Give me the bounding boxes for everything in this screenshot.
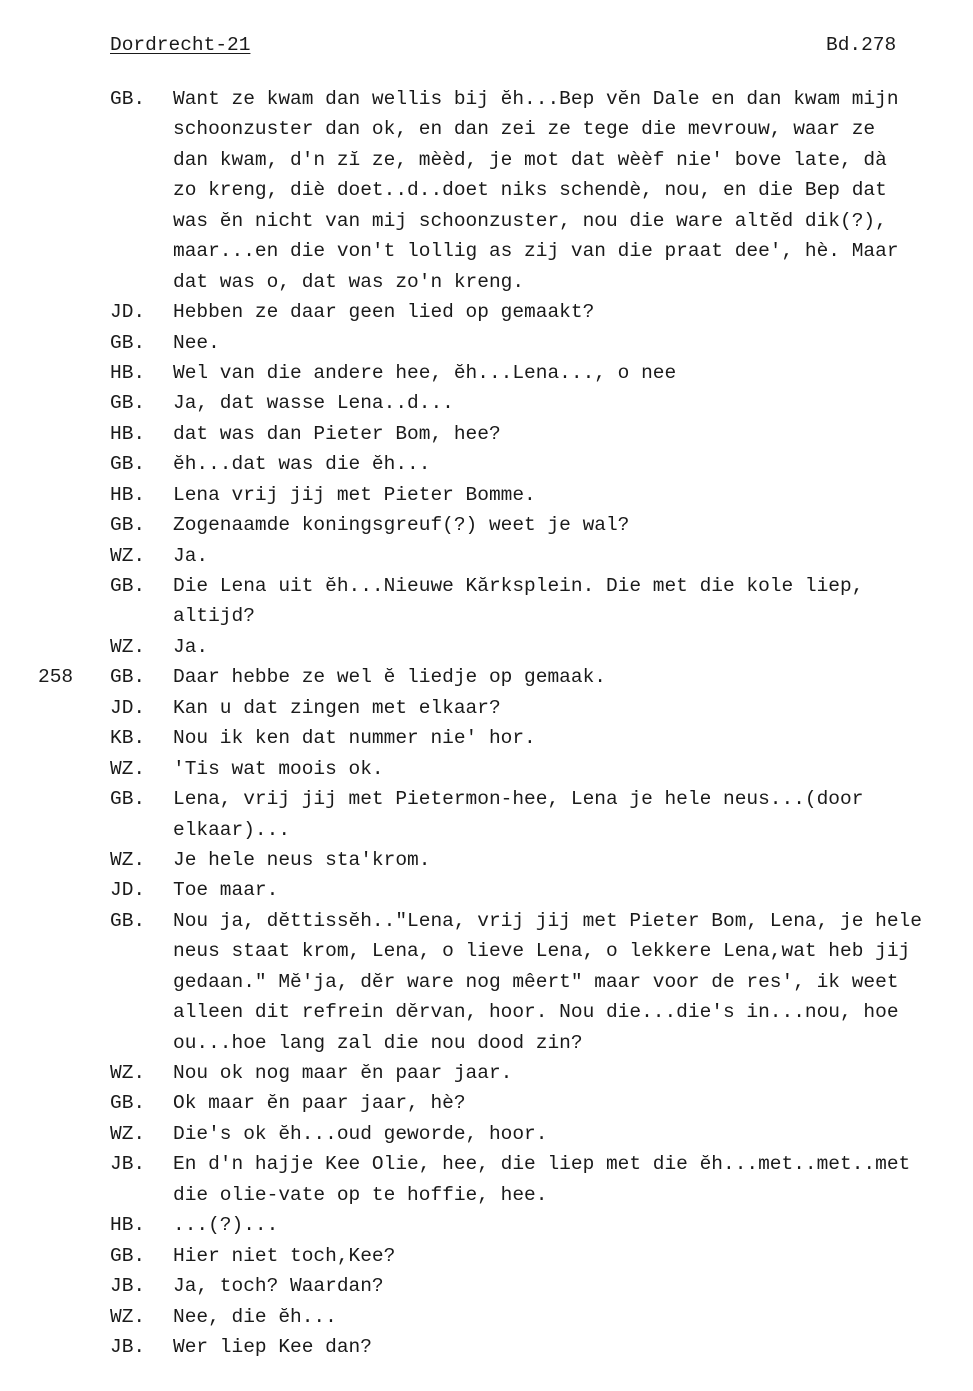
speaker-label: GB. (110, 666, 146, 689)
speaker-label: JD. (110, 301, 146, 324)
speaker-label: GB. (110, 392, 146, 415)
utterance-line: zo kreng, diè doet..d..doet niks schendè, nou, en die Bep dat (173, 179, 887, 202)
utterance-line: ĕh...dat was die ĕh... (173, 453, 431, 476)
transcript-entry (0, 1058, 973, 1088)
utterance-line: Hebben ze daar geen lied op gemaakt? (173, 301, 595, 324)
utterance-line: die olie-vate op te hoffie, hee. (173, 1183, 548, 1206)
utterance-line: Die's ok ĕh...oud geworde, hoor. (173, 1122, 548, 1145)
utterance-line: Toe maar. (173, 879, 279, 902)
transcript-entry (0, 1088, 973, 1118)
transcript-entry (0, 662, 973, 692)
speaker-label: WZ. (110, 1122, 146, 1145)
utterance-line: Ja. (173, 544, 209, 567)
line-number: 258 (38, 666, 74, 689)
utterance-line: Lena vrij jij met Pieter Bomme. (173, 483, 536, 506)
utterance-line: ou...hoe lang zal die nou dood zin? (173, 1031, 583, 1054)
speaker-label: HB. (110, 483, 146, 506)
transcript-entry (0, 1119, 973, 1149)
utterance-line: Lena, vrij jij met Pietermon-hee, Lena je hele neus...(door (173, 788, 864, 811)
speaker-label: GB. (110, 88, 146, 110)
transcript-entry (0, 480, 973, 510)
utterance-line: dan kwam, d'n zĭ ze, mèèd, je mot dat wèèf nie' bove late, dà (173, 148, 887, 171)
speaker-label: GB. (110, 453, 146, 476)
utterance-line: Want ze kwam dan wellis bij ĕh...Bep vĕn Dale en dan kwam mijn (173, 88, 899, 110)
transcript-entry (0, 1210, 973, 1240)
speaker-label: GB. (110, 331, 146, 354)
speaker-label: JD. (110, 879, 146, 902)
utterance-line: Hier niet toch,Kee? (173, 1244, 396, 1267)
transcript-entry (0, 510, 973, 540)
transcript-entry (0, 388, 973, 418)
transcript-entry (0, 449, 973, 479)
utterance-line: dat was dan Pieter Bom, hee? (173, 422, 501, 445)
utterance-line: Ja, toch? Waardan? (173, 1275, 384, 1298)
speaker-label: JB. (110, 1275, 146, 1298)
speaker-label: KB. (110, 727, 146, 750)
utterance-line: ...(?)... (173, 1214, 279, 1237)
utterance-line: Zogenaamde koningsgreuf(?) weet je wal? (173, 514, 630, 537)
transcript-entry (0, 84, 973, 297)
speaker-label: JD. (110, 696, 146, 719)
utterance-line: schoonzuster dan ok, en dan zei ze tege die mevrouw, waar ze (173, 118, 876, 141)
speaker-label: WZ. (110, 757, 146, 780)
utterance-line: Je hele neus sta'krom. (173, 848, 431, 871)
utterance-line: Ja, dat wasse Lena..d... (173, 392, 454, 415)
document-title: Dordrecht-21 (110, 34, 251, 56)
speaker-label: WZ. (110, 544, 146, 567)
transcript-entry (0, 1302, 973, 1332)
speaker-label: JB. (110, 1153, 146, 1176)
utterance-line: Nou ok nog maar ĕn paar jaar. (173, 1062, 513, 1084)
utterance-line: altijd? (173, 605, 255, 628)
speaker-label: HB. (110, 422, 146, 445)
transcript-entry (0, 845, 973, 875)
utterance-line: was ĕn nicht van mij schoonzuster, nou die ware altĕd dik(?), (173, 209, 887, 232)
utterance-line: Die Lena uit ĕh...Nieuwe Kărksplein. Die met die kole liep, (173, 575, 864, 597)
speaker-label: GB. (110, 1092, 146, 1115)
utterance-line: Wel van die andere hee, ĕh...Lena..., o nee (173, 361, 677, 384)
speaker-label: WZ. (110, 848, 146, 871)
utterance-line: Nee, die ĕh... (173, 1305, 337, 1328)
utterance-line: 'Tis wat moois ok. (173, 757, 384, 780)
page-number: Bd.278 (826, 34, 897, 56)
transcript-entry (0, 419, 973, 449)
transcript-entry (0, 571, 973, 632)
transcript-entry (0, 784, 973, 845)
utterance-line: Nee. (173, 331, 220, 354)
transcript-entry (0, 1271, 973, 1301)
transcript-entry (0, 906, 973, 1058)
speaker-label: GB. (110, 1244, 146, 1267)
speaker-label: GB. (110, 909, 146, 932)
transcript-entry (0, 297, 973, 327)
utterance-line: Ok maar ĕn paar jaar, hè? (173, 1092, 466, 1115)
utterance-line: elkaar)... (173, 818, 291, 841)
speaker-label: WZ. (110, 1305, 146, 1328)
speaker-label: HB. (110, 361, 146, 384)
transcript-entry (0, 358, 973, 388)
utterance-line: alleen dit refrein dĕrvan, hoor. Nou die...die's in...nou, hoe (173, 1001, 899, 1024)
transcript-entry (0, 632, 973, 662)
utterance-line: maar...en die von't lollig as zij van die praat dee', hè. Maar (173, 240, 899, 263)
transcript-entry (0, 1241, 973, 1271)
speaker-label: HB. (110, 1214, 146, 1237)
utterance-line: En d'n hajje Kee Olie, hee, die liep met die ĕh...met..met..met (173, 1153, 911, 1176)
utterance-line: Ja. (173, 635, 209, 658)
utterance-line: dat was o, dat was zo'n kreng. (173, 270, 525, 293)
utterance-line: gedaan." Mĕ'ja, dĕr ware nog mêert" maar voor de res', ik weet (173, 970, 899, 993)
utterance-line: neus staat krom, Lena, o lieve Lena, o lekkere Lena,wat heb jij (173, 940, 911, 963)
transcript-entry (0, 723, 973, 753)
speaker-label: GB. (110, 788, 146, 811)
transcript-entry (0, 693, 973, 723)
utterance-line: Nou ja, dĕttissĕh.."Lena, vrij jij met Pieter Bom, Lena, je hele (173, 909, 922, 932)
transcript-entry (0, 875, 973, 905)
speaker-label: JB. (110, 1335, 146, 1358)
utterance-line: Nou ik ken dat nummer nie' hor. (173, 727, 536, 750)
utterance-line: Wer liep Kee dan? (173, 1335, 372, 1358)
utterance-line: Daar hebbe ze wel ĕ liedje op gemaak. (173, 666, 606, 689)
speaker-label: GB. (110, 514, 146, 537)
speaker-label: WZ. (110, 635, 146, 658)
transcript-entry (0, 328, 973, 358)
utterance-line: Kan u dat zingen met elkaar? (173, 696, 501, 719)
transcript-entry (0, 754, 973, 784)
transcript-entry (0, 1332, 973, 1362)
transcript-entry (0, 541, 973, 571)
speaker-label: GB. (110, 575, 146, 597)
transcript-entry (0, 1149, 973, 1210)
speaker-label: WZ. (110, 1062, 146, 1084)
transcript-lines (0, 84, 973, 1362)
